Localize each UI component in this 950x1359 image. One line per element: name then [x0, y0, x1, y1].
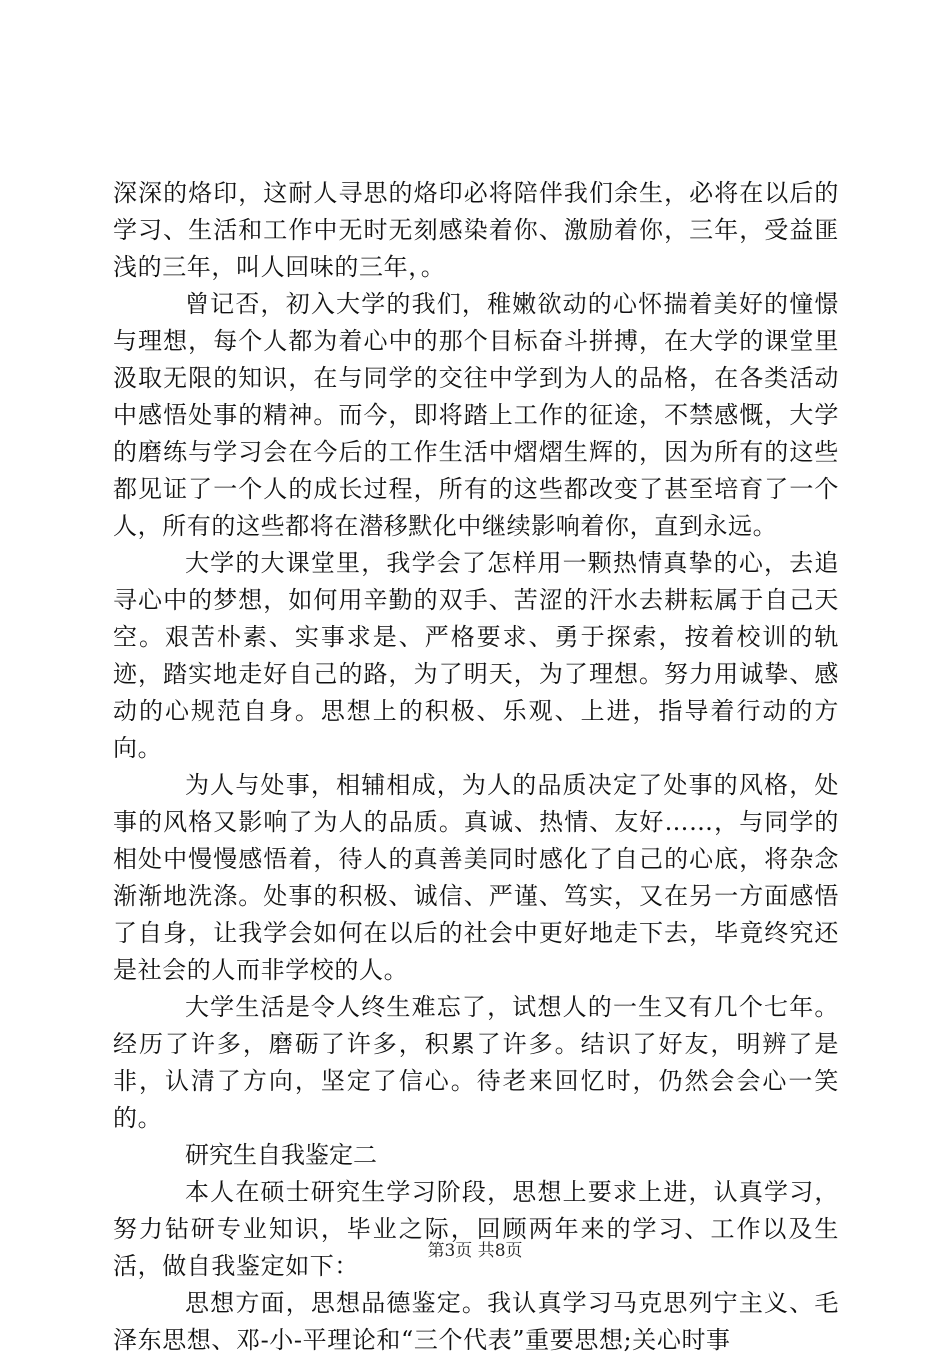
paragraph-1: 深深的烙印，这耐人寻思的烙印必将陪伴我们余生，必将在以后的学习、生活和工作中无时无刻感染着你、激励着你，三年，受益匪浅的三年，叫人回味的三年，。	[113, 179, 839, 281]
paragraph-6: 本人在硕士研究生学习阶段，思想上要求上进，认真学习，努力钻研专业知识，毕业之际，回顾两年来的学习、工作以及生活，做自我鉴定如下：	[113, 1178, 839, 1280]
paragraph-2: 曾记否，初入大学的我们，稚嫩欲动的心怀揣着美好的憧憬与理想，每个人都为着心中的那个目标奋斗拼搏，在大学的课堂里汲取无限的知识，在与同学的交往中学到为人的品格，在各类活动中感悟处事的精神。而今，即将踏上工作的征途，不禁感慨，大学的磨练与学习会在今后的工作生活中熠熠生辉的，因为所有的这些都见证了一个人的成长过程，所有的这些都改变了甚至培育了一个人，所有的这些都将在潜移默化中继续影响着你，直到永远。	[113, 290, 839, 540]
paragraph-5: 大学生活是令人终生难忘了，试想人的一生又有几个七年。经历了许多，磨砺了许多，积累了许多。结识了好友，明辨了是非，认清了方向，坚定了信心。待老来回忆时，仍然会会心一笑的。	[113, 993, 839, 1132]
paragraph-3: 大学的大课堂里，我学会了怎样用一颗热情真挚的心，去追寻心中的梦想，如何用辛勤的双手、苦涩的汗水去耕耘属于自己天空。艰苦朴素、实事求是、严格要求、勇于探索，按着校训的轨迹，踏实地走好自己的路，为了明天，为了理想。努力用诚挚、感动的心规范自身。思想上的积极、乐观、上进，指导着行动的方向。	[113, 549, 839, 762]
paragraph-4: 为人与处事，相辅相成，为人的品质决定了处事的风格，处事的风格又影响了为人的品质。真诚、热情、友好……，与同学的相处中慢慢感悟着，待人的真善美同时感化了自己的心底，将杂念渐渐地洗涤。处事的积极、诚信、严谨、笃实，又在另一方面感悟了自身，让我学会如何在以后的社会中更好地走下去，毕竟终究还是社会的人而非学校的人。	[113, 771, 839, 984]
paragraph-7: 思想方面，思想品德鉴定。我认真学习马克思列宁主义、毛泽东思想、邓-小-平理论和“三个代表”重要思想;关心时事	[113, 1289, 839, 1354]
document-body	[113, 175, 839, 1359]
page-number-footer: 第3页 共8页	[427, 1241, 523, 1261]
section-heading: 研究生自我鉴定二	[185, 1141, 377, 1169]
